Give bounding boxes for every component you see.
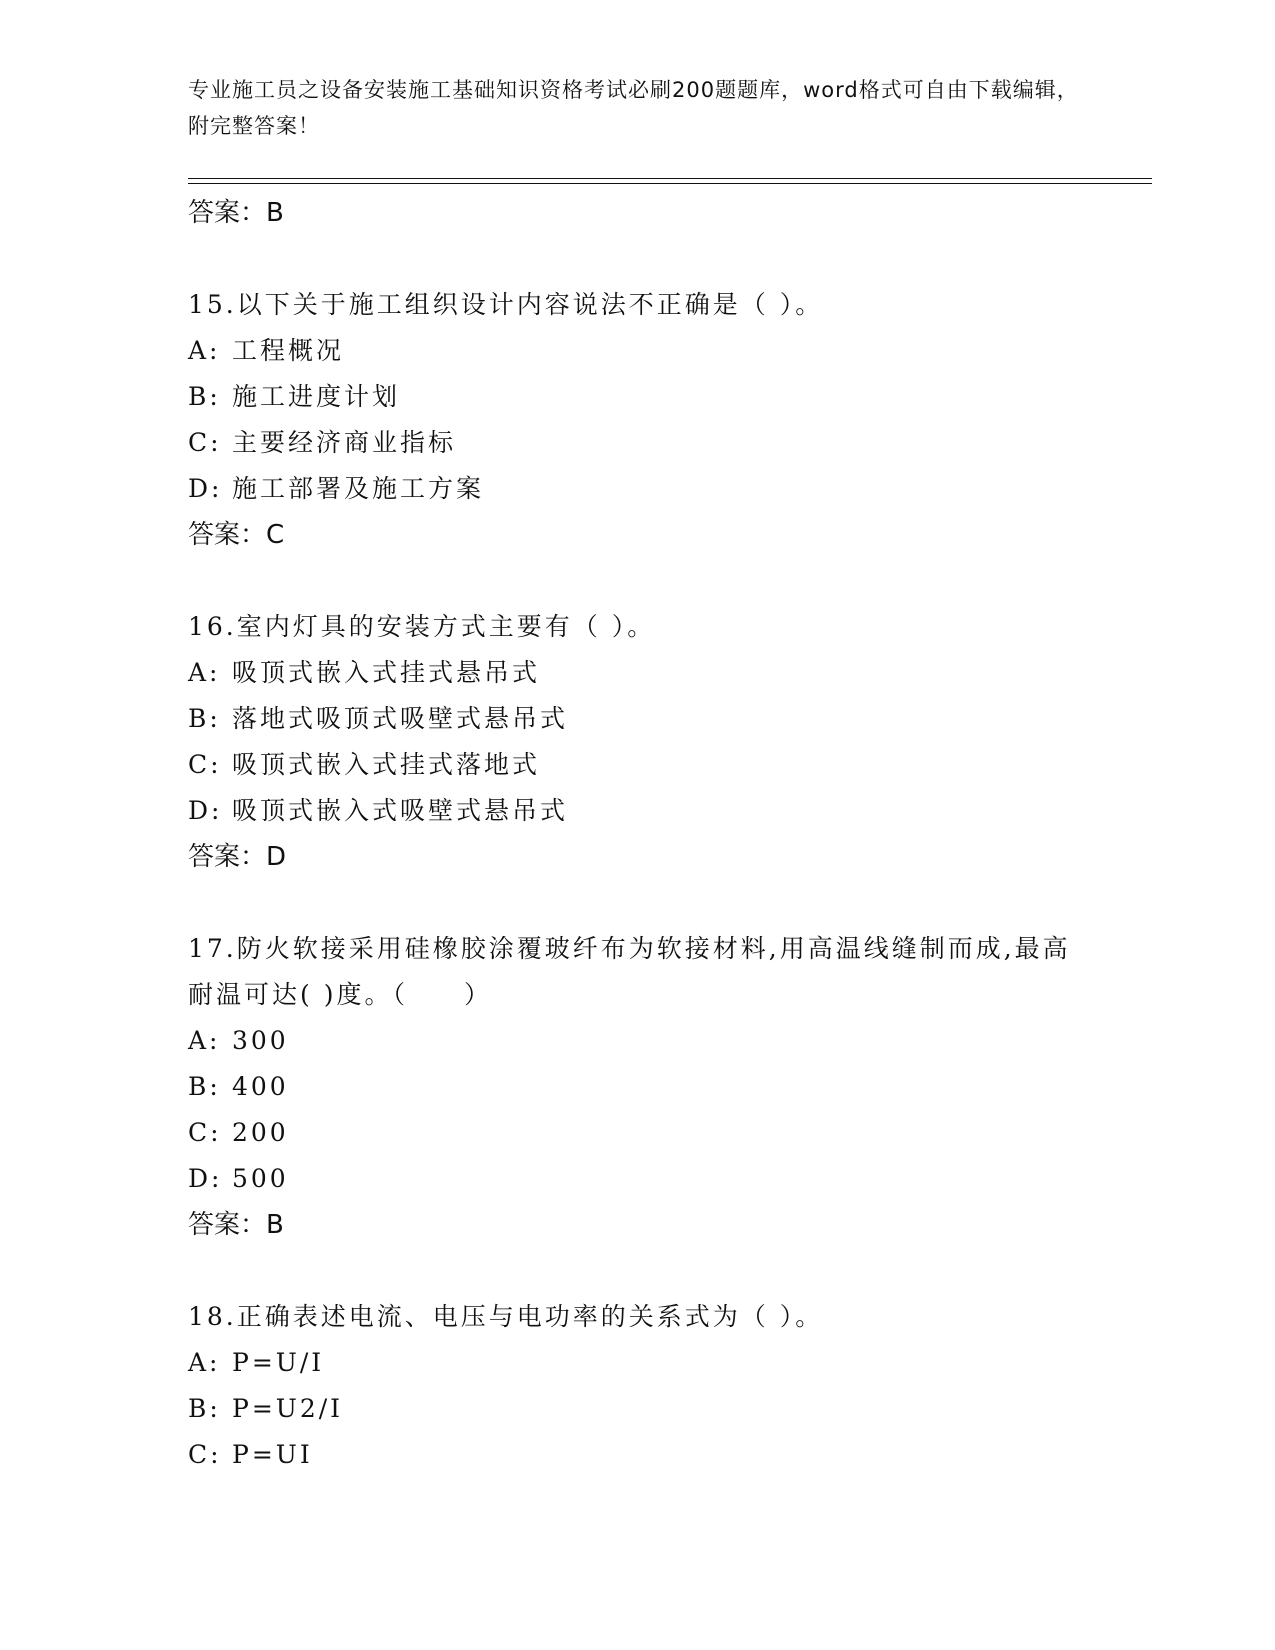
question-text: 15.以下关于施工组织设计内容说法不正确是（ ）。 bbox=[188, 290, 824, 319]
option-d bbox=[188, 788, 1152, 834]
option-c bbox=[188, 1110, 1152, 1156]
option-a bbox=[188, 1340, 1152, 1386]
option-key: B: bbox=[188, 704, 221, 733]
spacer bbox=[188, 236, 1152, 282]
option-b bbox=[188, 1064, 1152, 1110]
option-text: 400 bbox=[232, 1072, 289, 1101]
option-text: P=UI bbox=[232, 1440, 313, 1469]
spacer bbox=[188, 1248, 1152, 1294]
option-text: 200 bbox=[232, 1118, 289, 1147]
option-b bbox=[188, 374, 1152, 420]
option-text: 施工部署及施工方案 bbox=[232, 474, 485, 503]
option-key: A: bbox=[188, 336, 221, 365]
option-key: C: bbox=[188, 428, 222, 457]
question-18 bbox=[188, 1294, 1152, 1478]
option-b bbox=[188, 696, 1152, 742]
question-answer: 答案：C bbox=[188, 520, 285, 550]
option-text: 主要经济商业指标 bbox=[232, 428, 457, 457]
option-text: 施工进度计划 bbox=[232, 382, 401, 411]
option-key: A: bbox=[188, 658, 221, 687]
option-text: 吸顶式嵌入式挂式落地式 bbox=[232, 750, 541, 779]
option-c bbox=[188, 742, 1152, 788]
question-list bbox=[188, 190, 1152, 1478]
option-b bbox=[188, 1386, 1152, 1432]
option-c bbox=[188, 420, 1152, 466]
option-text: P=U/I bbox=[232, 1348, 325, 1377]
question-answer: 答案：B bbox=[188, 1210, 284, 1240]
previous-question-answer: 答案：B bbox=[188, 198, 284, 228]
option-c bbox=[188, 1432, 1152, 1478]
option-key: B: bbox=[188, 1394, 221, 1423]
option-text: 500 bbox=[232, 1164, 289, 1193]
option-key: B: bbox=[188, 382, 221, 411]
option-key: D: bbox=[188, 796, 223, 825]
option-a bbox=[188, 1018, 1152, 1064]
option-a bbox=[188, 650, 1152, 696]
option-key: C: bbox=[188, 1118, 222, 1147]
question-text: 17.防火软接采用硅橡胶涂覆玻纤布为软接材料,用高温线缝制而成,最高耐温可达( )度。（ ） bbox=[188, 934, 1071, 1009]
option-text: 落地式吸顶式吸壁式悬吊式 bbox=[232, 704, 569, 733]
option-key: A: bbox=[188, 1348, 221, 1377]
question-17 bbox=[188, 926, 1152, 1248]
header-divider-top bbox=[188, 178, 1152, 179]
spacer bbox=[188, 558, 1152, 604]
option-text: 吸顶式嵌入式吸壁式悬吊式 bbox=[232, 796, 569, 825]
option-key: A: bbox=[188, 1026, 221, 1055]
option-text: P=U2/I bbox=[232, 1394, 344, 1423]
option-key: D: bbox=[188, 474, 223, 503]
option-text: 工程概况 bbox=[232, 336, 345, 365]
option-text: 300 bbox=[232, 1026, 289, 1055]
header-divider-bottom bbox=[188, 183, 1152, 184]
document-header: 专业施工员之设备安装施工基础知识资格考试必刷200题题库，word格式可自由下载编辑，附完整答案！ bbox=[188, 78, 1079, 138]
option-key: C: bbox=[188, 1440, 222, 1469]
option-text: 吸顶式嵌入式挂式悬吊式 bbox=[232, 658, 541, 687]
option-d bbox=[188, 1156, 1152, 1202]
spacer bbox=[188, 880, 1152, 926]
question-15 bbox=[188, 282, 1152, 558]
option-key: D: bbox=[188, 1164, 223, 1193]
question-text: 16.室内灯具的安装方式主要有（ ）。 bbox=[188, 612, 656, 641]
question-answer: 答案：D bbox=[188, 842, 287, 872]
option-key: B: bbox=[188, 1072, 221, 1101]
option-d bbox=[188, 466, 1152, 512]
option-key: C: bbox=[188, 750, 222, 779]
question-text: 18.正确表述电流、电压与电功率的关系式为（ ）。 bbox=[188, 1302, 824, 1331]
option-a bbox=[188, 328, 1152, 374]
question-16 bbox=[188, 604, 1152, 880]
